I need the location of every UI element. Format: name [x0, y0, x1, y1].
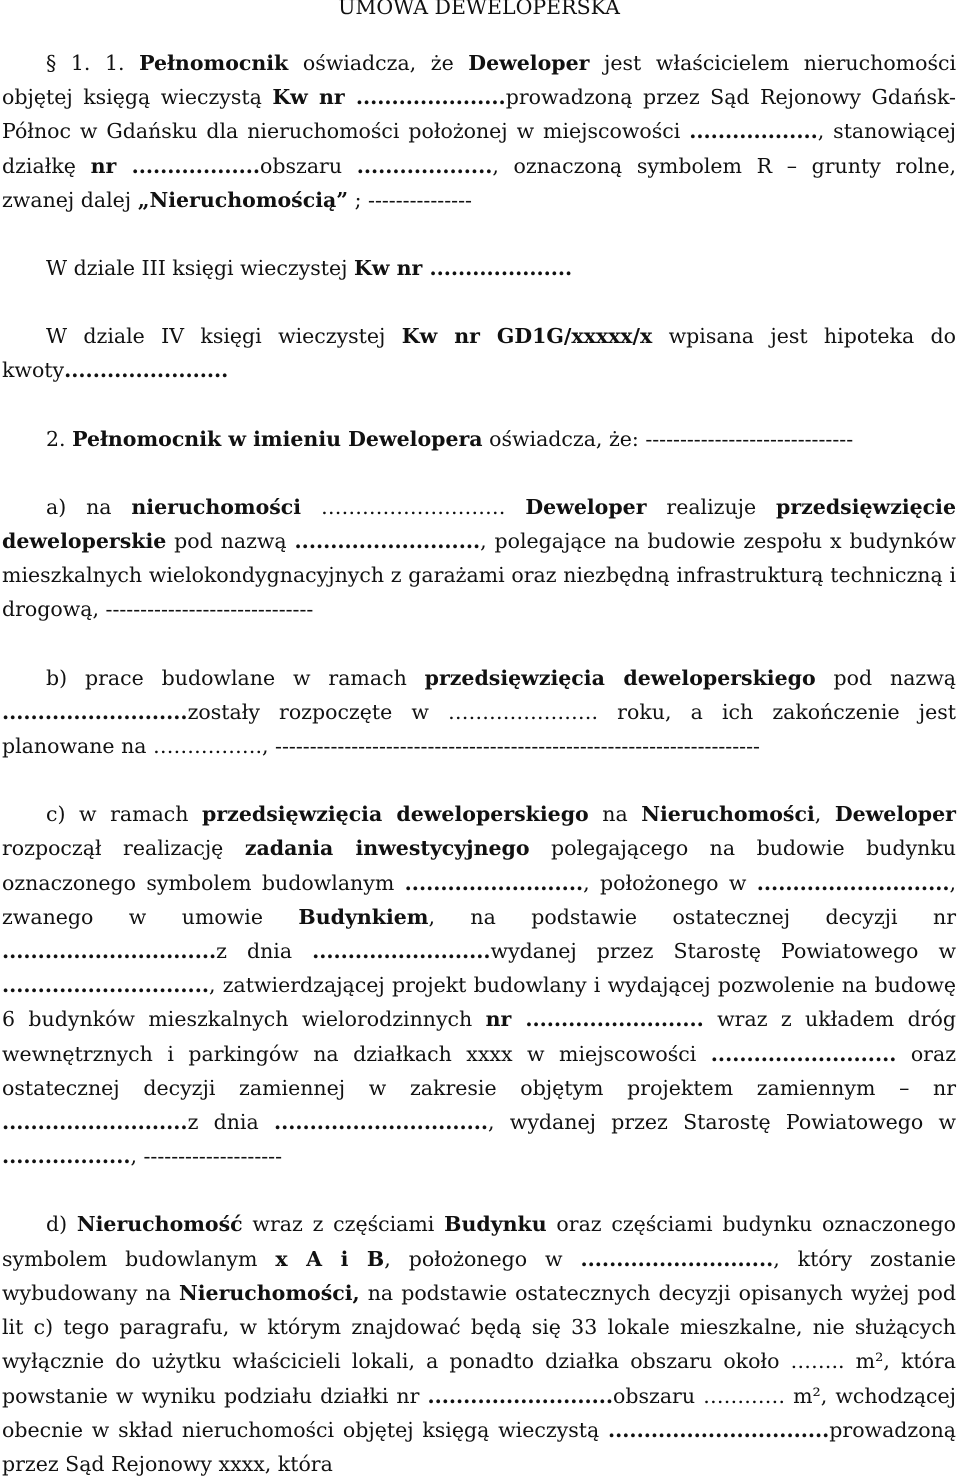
- paragraph-2c: [2, 797, 956, 1173]
- text-run: , stanowiącej działkę: [2, 119, 956, 178]
- text-run: obszaru ………… m², wchodzącej obecnie w skład nieruchomości objętej księgą wieczystą: [2, 1383, 957, 1442]
- text-run: W dziale III księgi wieczystej: [46, 256, 354, 281]
- bold-text-run: ..........................: [427, 1383, 614, 1408]
- paragraph-2d: [2, 1207, 956, 1481]
- bold-text-run: Pełnomocnik w imieniu Dewelopera: [72, 426, 483, 451]
- bold-text-run: ...........................: [580, 1246, 774, 1271]
- text-run: z dnia: [216, 939, 313, 964]
- bold-text-run: Pełnomocnik: [139, 51, 289, 75]
- text-run: wraz z częściami: [242, 1212, 445, 1237]
- text-run: wraz z układem dróg wewnętrznych i parkingów na działkach xxxx w miejscowości: [2, 1007, 956, 1066]
- text-run: , zatwierdzającej projekt budowlany i wydającej pozwolenie na budowę 6 budynków mieszkalnych wielorodzinnych: [2, 973, 956, 1032]
- text-run: oświadcza, że: [288, 51, 469, 75]
- bold-text-run: .........................: [312, 939, 491, 964]
- text-run: prowadzoną przez Sąd Rejonowy xxxx, która: [2, 1417, 956, 1476]
- text-run: § 1. 1.: [46, 51, 140, 75]
- text-run: z dnia: [187, 1110, 274, 1135]
- bold-text-run: ...........................: [756, 870, 950, 895]
- text-run: obszaru: [260, 153, 357, 178]
- paragraph-dzial-iv: [2, 319, 956, 387]
- text-run: pod nazwą: [166, 529, 295, 554]
- bold-text-run: Deweloper: [468, 51, 590, 75]
- paragraph-2b: [2, 661, 956, 764]
- text-run: , wydanej przez Starostę Powiatowego w: [488, 1110, 956, 1135]
- bold-text-run: Nieruchomości,: [179, 1280, 360, 1305]
- text-run: pod nazwą: [815, 665, 957, 690]
- document-title: UMOWA DEWELOPERSKA: [338, 0, 620, 19]
- bold-text-run: Budynkiem: [298, 904, 429, 929]
- bold-text-run: ...................: [356, 153, 493, 178]
- bold-text-run: nr ..................: [90, 153, 261, 178]
- paragraph-1-ownership: [2, 46, 956, 217]
- paragraph-dzial-iii: [2, 251, 956, 285]
- text-run: , --------------------: [130, 1144, 283, 1169]
- bold-text-run: Budynku: [444, 1212, 547, 1237]
- bold-text-run: ..........................: [294, 529, 481, 554]
- text-run: , położonego w: [384, 1246, 581, 1271]
- bold-text-run: zadania inwestycyjnego: [244, 836, 530, 861]
- text-run: zostały rozpoczęte w …………………. roku, a ich zakończenie jest planowane na ……………., ----------------------------------------------------------------------: [2, 699, 956, 759]
- bold-text-run: nieruchomości: [131, 494, 302, 519]
- text-run: jest właścicielem nieruchomości objętej księgą wieczystą: [2, 51, 956, 110]
- text-run: c) w ramach: [46, 802, 203, 827]
- text-run: realizuje: [646, 494, 777, 519]
- bold-text-run: .......................: [64, 358, 229, 383]
- text-run: W dziale IV księgi wieczystej: [46, 324, 402, 349]
- text-run: , położonego w: [583, 870, 757, 895]
- bold-text-run: nr .........................: [485, 1007, 704, 1032]
- bold-text-run: ..............................: [2, 939, 217, 964]
- bold-text-run: Deweloper: [525, 494, 647, 519]
- text-run: , który zostanie wybudowany na: [2, 1246, 956, 1305]
- text-run: polegającego na budowie budynku oznaczonego symbolem budowlanym: [2, 836, 956, 895]
- paragraph-2a: [2, 490, 956, 627]
- bold-text-run: ..............................: [273, 1110, 489, 1135]
- bold-text-run: Kw nr GD1G/xxxxx/x: [401, 324, 653, 349]
- text-run: na podstawie ostatecznych decyzji opisanych wyżej pod lit c) tego paragrafu, w którym znajdować będą się 33 lokale mieszkalne, nie służących wyłącznie do użytku właścicieli lokali, a ponadto działka obszaru około …….. m², która powstanie w wyniku podziału działki nr: [2, 1280, 956, 1408]
- text-run: , na podstawie ostatecznej decyzji nr: [428, 904, 956, 929]
- bold-text-run: „Nieruchomością”: [137, 187, 349, 212]
- text-run: b) prace budowlane w ramach: [46, 665, 425, 690]
- text-run: , polegające na budowie zespołu x budynków mieszkalnych wielokondygnacyjnych z garażami oraz niezbędną infrastrukturą techniczną i drogową, ------------------------------: [2, 529, 956, 622]
- bold-text-run: .........................: [404, 870, 584, 895]
- bold-text-run: przedsięwzięcia deweloperskiego: [202, 802, 589, 827]
- bold-text-run: Kw nr ....................: [354, 256, 573, 281]
- bold-text-run: Nieruchomość: [76, 1212, 243, 1237]
- text-run: rozpoczął realizację: [2, 836, 245, 861]
- text-run: prowadzoną przez Sąd Rejonowy Gdańsk-Północ w Gdańsku dla nieruchomości położonej w miejscowości: [2, 85, 956, 144]
- text-run: wpisana jest hipoteka do kwoty: [2, 324, 956, 383]
- text-run: d): [46, 1212, 77, 1237]
- bold-text-run: Nieruchomości: [641, 802, 815, 827]
- bold-text-run: .............................: [2, 973, 209, 998]
- text-run: ; ---------------: [348, 187, 472, 212]
- text-run: ,: [814, 802, 835, 827]
- bold-text-run: ..................: [2, 1144, 131, 1169]
- text-run: wydanej przez Starostę Powiatowego w: [490, 939, 956, 964]
- paragraph-2-declaration: [2, 422, 956, 456]
- bold-text-run: Kw nr .....................: [272, 85, 506, 110]
- bold-text-run: ..................: [689, 119, 818, 144]
- text-run: 2.: [46, 426, 73, 451]
- bold-text-run: przedsięwzięcie deweloperskie: [2, 494, 956, 554]
- text-run: oraz częściami budynku oznaczonego symbolem budowlanym: [2, 1212, 956, 1271]
- text-run: a) na: [46, 494, 132, 519]
- text-run: na: [588, 802, 642, 827]
- text-run: , zwanego w umowie: [2, 870, 957, 929]
- bold-text-run: ..........................: [2, 1110, 188, 1135]
- bold-text-run: ...............................: [608, 1417, 830, 1442]
- text-run: , oznaczoną symbolem R – grunty rolne, zwanej dalej: [2, 153, 957, 212]
- bold-text-run: ..........................: [710, 1041, 897, 1066]
- bold-text-run: przedsięwzięcia deweloperskiego: [424, 665, 816, 690]
- text-run: ………………………: [301, 494, 526, 519]
- text-run: oświadcza, że: ------------------------------: [482, 426, 854, 451]
- text-run: oraz ostatecznej decyzji zamiennej w zakresie objętym projektem zamiennym – nr: [2, 1041, 957, 1100]
- bold-text-run: Deweloper: [834, 802, 956, 827]
- bold-text-run: ..........................: [2, 699, 188, 724]
- bold-text-run: x A i B: [275, 1246, 385, 1271]
